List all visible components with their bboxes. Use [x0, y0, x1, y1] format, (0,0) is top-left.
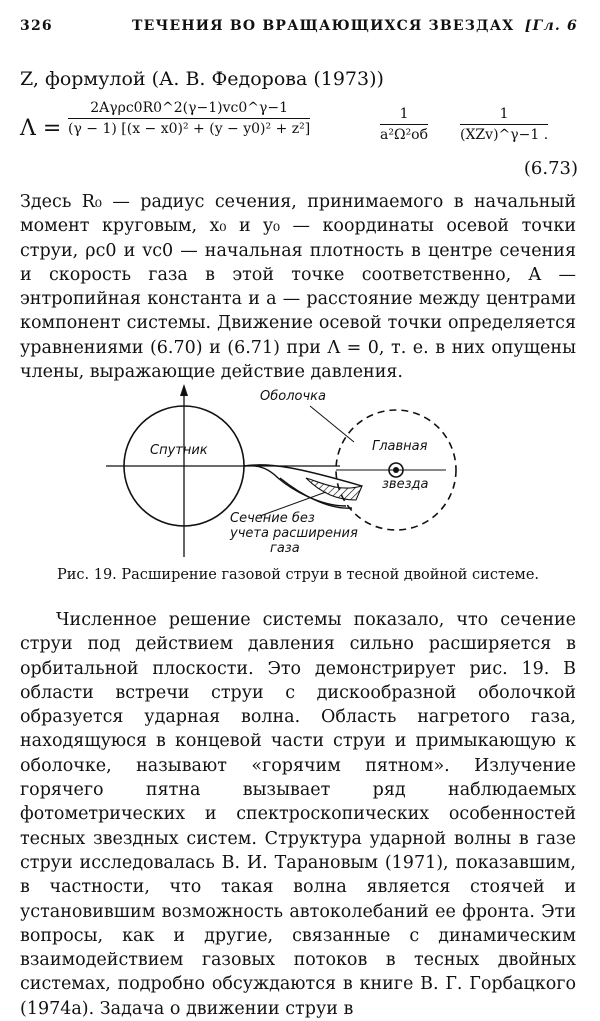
paragraph-definitions: Здесь R₀ — радиус сечения, принимаемого в начальный момент круговым, x₀ и y₀ — координаты осевой точки струи, ρc0 и vc0 — начальная плотность в центре сечения и скорость газа в этой точке соответственно, A — энтропийная константа и a — расстояние между центрами компонент системы. Движение осевой точки определяется уравнениями (6.70) и (6.71) при Λ = 0, т. е. в них опущены члены, выражающие действие давления.	[20, 192, 576, 383]
axis-arrow-up	[180, 384, 188, 396]
fraction-main-numerator: 2Aγρc0R0^2(γ−1)vc0^γ−1	[68, 100, 310, 119]
label-shell: Оболочка	[260, 389, 326, 404]
equation-lhs: Λ =	[20, 116, 62, 141]
paragraph-numerical-solution: Численное решение системы показало, что сечение струи под действием давления сильно расширяется в орбитальной плоскости. Это демонстрирует рис. 19. В области встречи струи с дискообразной оболочкой образуется ударная волна. Область нагретого газа, находящуюся в концевой части струи и примыкающую к оболочке, называют «горячим пятном». Излучение горячего пятна вызывает ряд наблюдаемых фотометрических и спектроскопических особенностей тесных звездных систем. Структура ударной волны в газе струи исследовалась В. И. Тарановым (1971), показавшим, в частности, что такая волна является стоячей и установившим возможность автоколебаний ее фронта. Эти вопросы, как и другие, связанные с динамическим взаимодействием газовых потоков в тесных двойных системах, подробно обсуждаются в книге В. Г. Горбацкого (1974а). Задача о движении струи в	[20, 610, 576, 1019]
label-section-3: газа	[270, 541, 300, 556]
fraction-second-denominator: a²Ω²об	[380, 127, 429, 143]
shell-pointer	[310, 406, 354, 442]
figure-diagram	[100, 382, 500, 562]
formula-intro: Z, формулой (А. В. Федорова (1973))	[20, 68, 384, 90]
label-section-2: учета расширения	[230, 526, 358, 541]
equation-6-73	[20, 98, 580, 188]
figure-caption: Рис. 19. Расширение газовой струи в тесной двойной системе.	[56, 567, 540, 583]
equation-number: (6.73)	[523, 158, 578, 179]
running-title: ТЕЧЕНИЯ ВО ВРАЩАЮЩИХСЯ ЗВЕЗДАХ	[132, 18, 515, 34]
label-main-star-1: Главная	[372, 439, 428, 454]
fraction-main-denominator: (γ − 1) [(x − x0)² + (y − y0)² + z²]	[68, 121, 311, 137]
fraction-second	[380, 106, 428, 143]
running-header	[20, 18, 578, 42]
fraction-main	[68, 100, 310, 137]
chapter-marker: [Гл. 6	[524, 18, 578, 34]
label-main-star-2: звезда	[382, 477, 429, 492]
page-number: 326	[20, 18, 53, 34]
label-satellite: Спутник	[150, 443, 208, 458]
figure-19	[100, 382, 500, 562]
label-section-1: Сечение без	[230, 511, 315, 526]
fraction-third	[460, 106, 548, 143]
fraction-third-numerator: 1	[460, 106, 548, 125]
fraction-third-denominator: (XZv)^γ−1 .	[460, 127, 549, 143]
fraction-second-numerator: 1	[380, 106, 428, 125]
